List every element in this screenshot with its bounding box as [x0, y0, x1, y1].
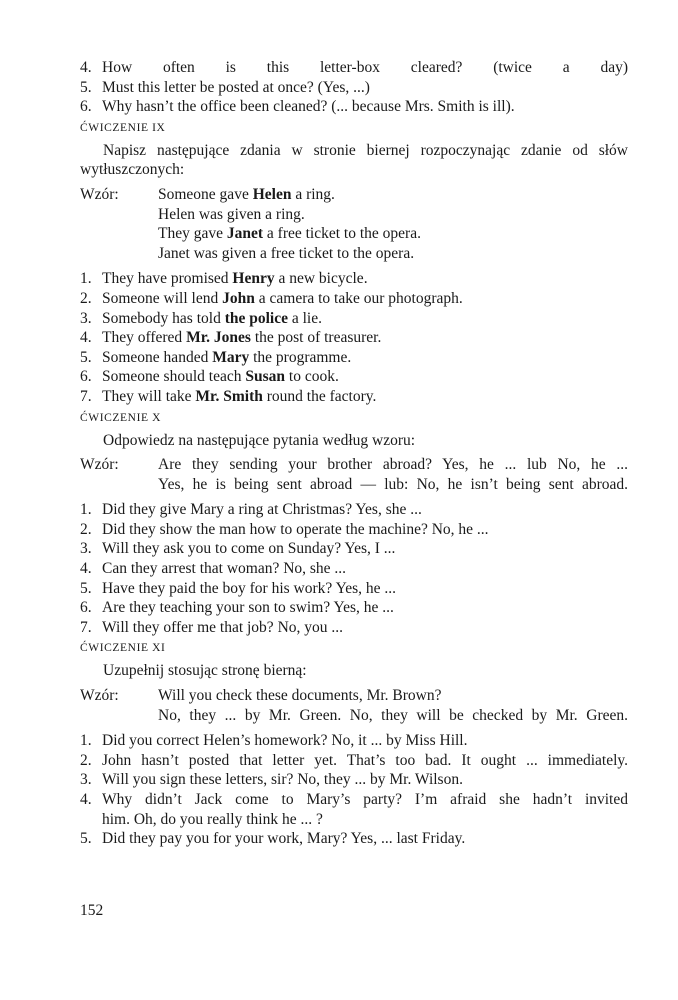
example-label: Wzór: [80, 456, 119, 474]
list-item: 5. Have they paid the boy for his work? Yes, he ... [80, 579, 397, 597]
list-item: 6. Someone should teach Susan to cook. [80, 368, 339, 386]
exercise-heading: ĆWICZENIE XI [80, 642, 166, 655]
exercise-item-list [80, 269, 628, 406]
example-block [80, 455, 628, 494]
list-item: 7. They will take Mr. Smith round the factory. [80, 387, 377, 405]
example-line: Yes, he is being sent abroad — lub: No, he isn’t being sent abroad. [158, 475, 628, 493]
list-item: 7. Will they offer me that job? No, you ... [80, 618, 344, 636]
list-item: 3. Somebody has told the police a lie. [80, 309, 322, 327]
list-item: 6. Why hasn’t the office been cleaned? (... because Mrs. Smith is ill). [80, 98, 515, 116]
list-item: 6. Are they teaching your son to swim? Yes, he ... [80, 599, 394, 617]
example-line: No, they ... by Mr. Green. No, they will be checked by Mr. Green. [158, 706, 628, 724]
list-item: 4. Can they arrest that woman? No, she ... [80, 560, 347, 578]
example-line: Helen was given a ring. [158, 205, 305, 223]
exercise-heading: ĆWICZENIE X [80, 411, 162, 424]
top-item-list [80, 58, 628, 117]
exercise-instruction: Uzupełnij stosując stronę bierną: [103, 662, 307, 680]
example-line: Are they sending your brother abroad? Yes, he ... lub No, he ... [158, 456, 628, 474]
example-line: They gave Janet a free ticket to the opera. [158, 225, 421, 243]
list-item: 2. Someone will lend John a camera to take our photograph. [80, 289, 463, 307]
exercise-item-list [80, 731, 628, 849]
example-line: Will you check these documents, Mr. Brown? [158, 687, 442, 705]
exercise-instruction: Napisz następujące zdania w stronie biernej rozpoczynając zdanie od słów [103, 141, 628, 159]
example-label: Wzór: [80, 687, 119, 705]
exercise-heading: ĆWICZENIE IX [80, 121, 166, 134]
example-line: Janet was given a free ticket to the opera. [158, 244, 415, 262]
list-item: 1. Did they give Mary a ring at Christmas? Yes, she ... [80, 501, 422, 519]
list-item: 3. Will they ask you to come on Sunday? Yes, I ... [80, 540, 396, 558]
list-item: 3. Will you sign these letters, sir? No, they ... by Mr. Wilson. [80, 771, 463, 789]
list-item: 4. Why didn’t Jack come to Mary’s party? I’m afraid she hadn’t invited [80, 791, 628, 808]
list-item-continuation: him. Oh, do you really think he ... ? [102, 810, 323, 828]
exercise-instruction-cont: wytłuszczonych: [80, 161, 185, 179]
list-item: 2. John hasn’t posted that letter yet. That’s too bad. It ought ... immediately. [80, 751, 628, 769]
exercise-item-list [80, 500, 628, 637]
page-number: 152 [80, 902, 104, 919]
list-item: 1. They have promised Henry a new bicycle. [80, 270, 368, 288]
example-line: Someone gave Helen a ring. [158, 185, 335, 203]
list-item: 4. How often is this letter-box cleared? (twice a day) [80, 59, 628, 76]
list-item: 5. Must this letter be posted at once? (Yes, ...) [80, 78, 370, 96]
example-block [80, 185, 628, 263]
example-block [80, 686, 628, 725]
list-item: 5. Did they pay you for your work, Mary? Yes, ... last Friday. [80, 830, 466, 848]
exercise-instruction: Odpowiedz na następujące pytania według wzoru: [103, 431, 416, 449]
page-body [80, 58, 628, 849]
example-label: Wzór: [80, 185, 119, 203]
list-item: 2. Did they show the man how to operate the machine? No, he ... [80, 520, 489, 538]
list-item: 4. They offered Mr. Jones the post of treasurer. [80, 329, 382, 347]
list-item: 1. Did you correct Helen’s homework? No, it ... by Miss Hill. [80, 732, 468, 750]
list-item: 5. Someone handed Mary the programme. [80, 348, 352, 366]
